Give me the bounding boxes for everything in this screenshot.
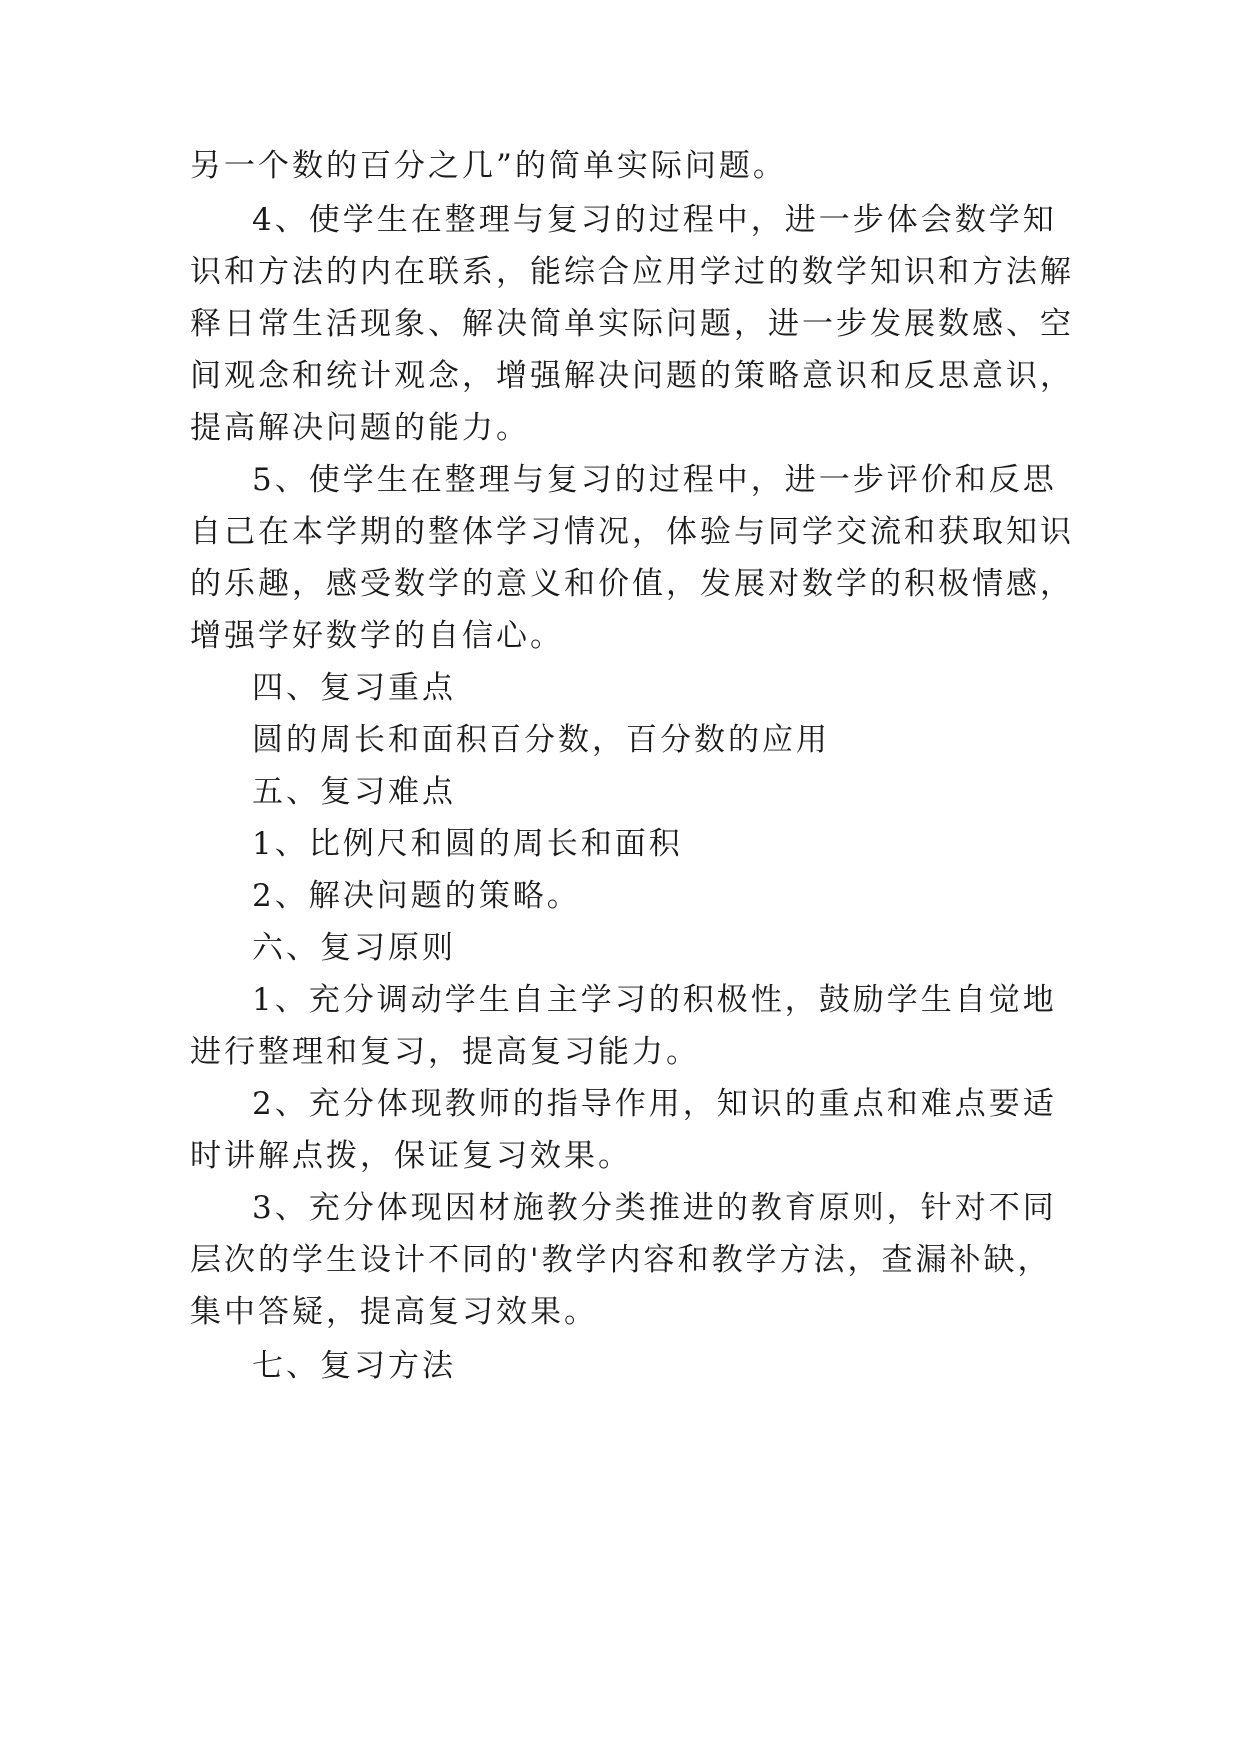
paragraph-line: 释日常生活现象、解决简单实际问题，进一步发展数感、空: [190, 306, 1074, 342]
paragraph-line: 增强学好数学的自信心。: [190, 618, 564, 654]
paragraph-line: 识和方法的内在联系，能综合应用学过的数学知识和方法解: [190, 254, 1074, 290]
section-heading: 五、复习难点: [252, 774, 456, 810]
paragraph-line: 圆的周长和面积百分数，百分数的应用: [252, 722, 830, 758]
paragraph-line: 3、充分体现因材施教分类推进的教育原则，针对不同: [252, 1190, 1057, 1226]
paragraph-line: 进行整理和复习，提高复习能力。: [190, 1034, 700, 1070]
paragraph-line: 时讲解点拨，保证复习效果。: [190, 1138, 632, 1174]
section-heading: 六、复习原则: [252, 930, 456, 966]
paragraph-line: 提高解决问题的能力。: [190, 410, 530, 446]
paragraph-line: 自己在本学期的整体学习情况，体验与同学交流和获取知识: [190, 514, 1074, 550]
paragraph-line: 间观念和统计观念，增强解决问题的策略意识和反思意识，: [190, 358, 1074, 394]
paragraph-line: 1、比例尺和圆的周长和面积: [252, 826, 683, 862]
paragraph-line: 2、解决问题的策略。: [252, 878, 581, 914]
paragraph-line: 另一个数的百分之几”的简单实际问题。: [190, 148, 787, 184]
section-heading: 七、复习方法: [252, 1348, 456, 1384]
paragraph-line: 4、使学生在整理与复习的过程中，进一步体会数学知: [252, 202, 1057, 238]
paragraph-line: 集中答疑，提高复习效果。: [190, 1294, 598, 1330]
paragraph-line: 1、充分调动学生自主学习的积极性，鼓励学生自觉地: [252, 982, 1057, 1018]
paragraph-line: 的乐趣，感受数学的意义和价值，发展对数学的积极情感，: [190, 566, 1074, 602]
paragraph-line: 层次的学生设计不同的'教学内容和教学方法，查漏补缺，: [190, 1242, 1052, 1278]
section-heading: 四、复习重点: [252, 670, 456, 706]
paragraph-line: 2、充分体现教师的指导作用，知识的重点和难点要适: [252, 1086, 1057, 1122]
paragraph-line: 5、使学生在整理与复习的过程中，进一步评价和反思: [252, 462, 1057, 498]
